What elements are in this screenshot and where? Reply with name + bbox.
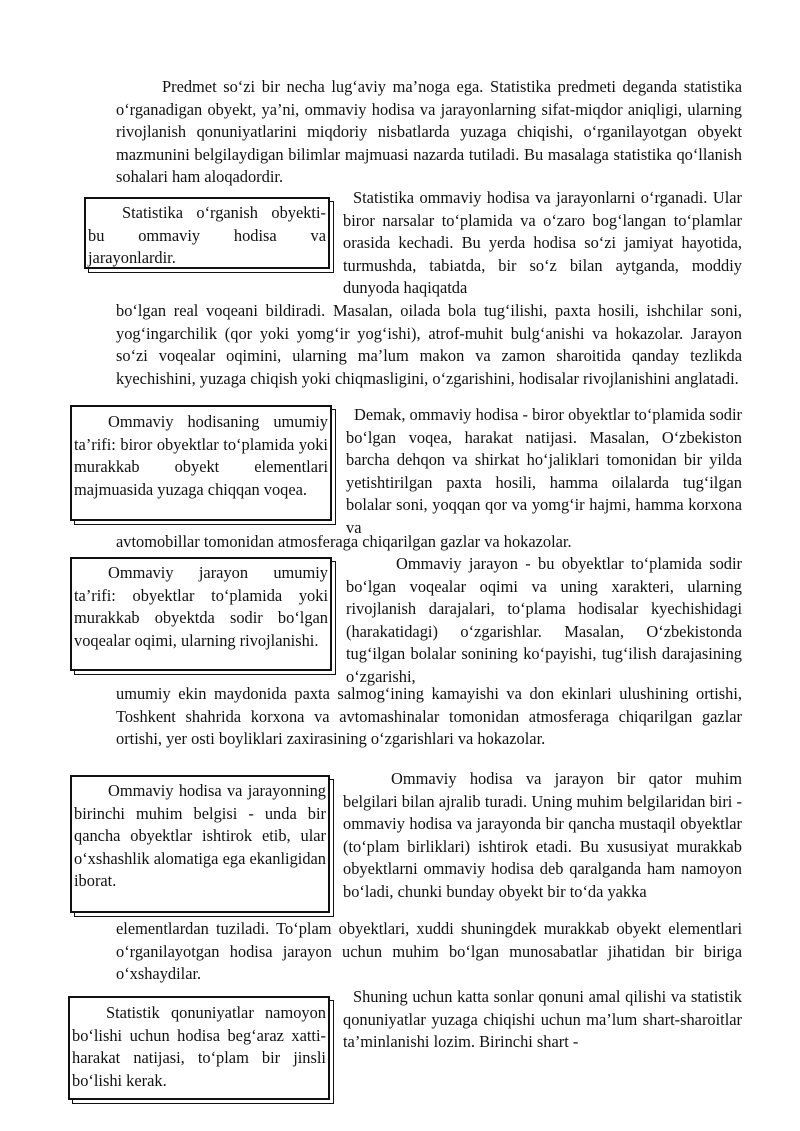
- paragraph-intro: Predmet so‘zi bir necha lug‘aviy ma’noga ega. Statistika predmeti deganda statistika o‘rganadigan obyekt, ya’ni, ommaviy hodisa va jarayonlarning sifat-miqdor aniqligi, ularning rivojlanish qonuniyatlarini miqdoriy nisbatlarda yuzaga chiqishi, o‘rganilayotgan obyekt mazmunini belgilaydigan bilimlar majmuasi nazarda tutiladi. Bu masalaga statistika qo‘llanish sohalari ham aloqadordir.: [116, 77, 742, 187]
- paragraph-real-event: bo‘lgan real voqeani bildiradi. Masalan, oilada bola tug‘ilishi, paxta hosili, ishchilar soni, yog‘ingarchilik (qor yoki yomg‘ir yog‘ishi), atrof-muhit bulg‘anishi va hokazolar. Jarayon so‘zi voqealar oqimini, ularning ma’lum makon va zamon sharoitida qanday tezlikda kyechishini, yuzaga chiqish yoki chiqmasligini, o‘zgarishini, hodisalar rivojlanishini anglatadi.: [116, 301, 742, 388]
- paragraph-elements: elementlardan tuziladi. To‘plam obyektlari, xuddi shuningdek murakkab obyekt elementlari o‘rganilayotgan hodisa jarayon uchun muhim bo‘lgan munosabatlar jihatidan bir biriga o‘xshaydilar.: [116, 919, 742, 984]
- paragraph-features: Ommaviy hodisa va jarayon bir qator muhim belgilari bilan ajralib turadi. Uning muhim belgilaridan biri - ommaviy hodisa va jarayonda bir qancha mustaqil obyektlar (to‘plam birliklari) ishtirok etadi. Bu xususiyat murakkab obyektlarni ommaviy hodisa deb qaralganda ham namoyon bo‘ladi, chunki bunday obyekt bir to‘da yakka: [343, 769, 742, 901]
- paragraph-large-numbers: Shuning uchun katta sonlar qonuni amal qilishi va statistik qonuniyatlar yuzaga chiqishi uchun ma’lum shart-sharoitlar ta’minlanishi lozim. Birinchi shart -: [343, 987, 742, 1052]
- definition-box-mass-process: [70, 557, 332, 671]
- definition-box-statistical-laws: [68, 996, 330, 1100]
- paragraph-mass-event: Demak, ommaviy hodisa - biror obyektlar to‘plamida sodir bo‘lgan voqea, harakat natijasi. Masalan, O‘zbekiston barcha dehqon va shirkat ho‘jaliklari tomonidan bir yilda yetishtirilgan paxta hosili, hamma oilalarda tug‘ilgan bolalar soni, yoqqan qor va yomg‘ir hajmi, hamma korxona va: [346, 405, 742, 537]
- definition-box-text: Ommaviy hodisa va jarayonning birinchi muhim belgisi - unda bir qancha obyektlar ishtirok etib, ular o‘xshashlik alomatiga ega ekanligidan iborat.: [74, 781, 326, 891]
- definition-box-first-feature: [70, 775, 330, 913]
- definition-box-text: Statistika o‘rganish obyekti- bu ommaviy hodisa va jarayonlardir.: [88, 203, 326, 268]
- paragraph-mass-process-end: umumiy ekin maydonida paxta salmog‘ining kamayishi va don ekinlari ulushining ortishi, Toshkent shahrida korxona va avtomashinalar tomonidan atmosferaga chiqarilgan gazlar ortishi, yer osti boyliklari zaxirasining o‘zgarishlari va hokazolar.: [116, 684, 742, 749]
- paragraph-statistics-studies: Statistika ommaviy hodisa va jarayonlarni o‘rganadi. Ular biror narsalar to‘plamida va o‘zaro bog‘langan to‘plamlar orasida kechadi. Bu yerda hodisa so‘zi jamiyat hayotida, turmushda, tabiatda, bir so‘z bilan aytganda, moddiy dunyoda haqiqatda: [343, 188, 742, 298]
- paragraph-mass-process: Ommaviy jarayon - bu obyektlar to‘plamida sodir bo‘lgan voqealar oqimi va uning xarakteri, ularning rivojlanish darajalari, to‘plama hodisalar kyechishidagi (harakatidagi) o‘zgarishlar. Masalan, O‘zbekistonda tug‘ilgan bolalar sonining ko‘payishi, tug‘ilish darajasining o‘zgarishi,: [346, 554, 742, 686]
- definition-box-text: Ommaviy hodisaning umumiy ta’rifi: biror obyektlar to‘plamida yoki murakkab obyekt elementlari majmuasida yuzaga chiqqan voqea.: [74, 412, 328, 499]
- definition-box-text: Ommaviy jarayon umumiy ta’rifi: obyektlar to‘plamida yoki murakkab obyektda sodir bo‘lgan voqealar oqimi, ularning rivojlanishi.: [74, 563, 328, 650]
- definition-box-object: [84, 197, 330, 269]
- paragraph-mass-event-end: avtomobillar tomonidan atmosferaga chiqarilgan gazlar va hokazolar.: [116, 532, 572, 551]
- definition-box-text: Statistik qonuniyatlar namoyon bo‘lishi uchun hodisa beg‘araz xatti-harakat natijasi, to‘plam bir jinsli bo‘lishi kerak.: [72, 1003, 326, 1090]
- definition-box-mass-event: [70, 405, 332, 521]
